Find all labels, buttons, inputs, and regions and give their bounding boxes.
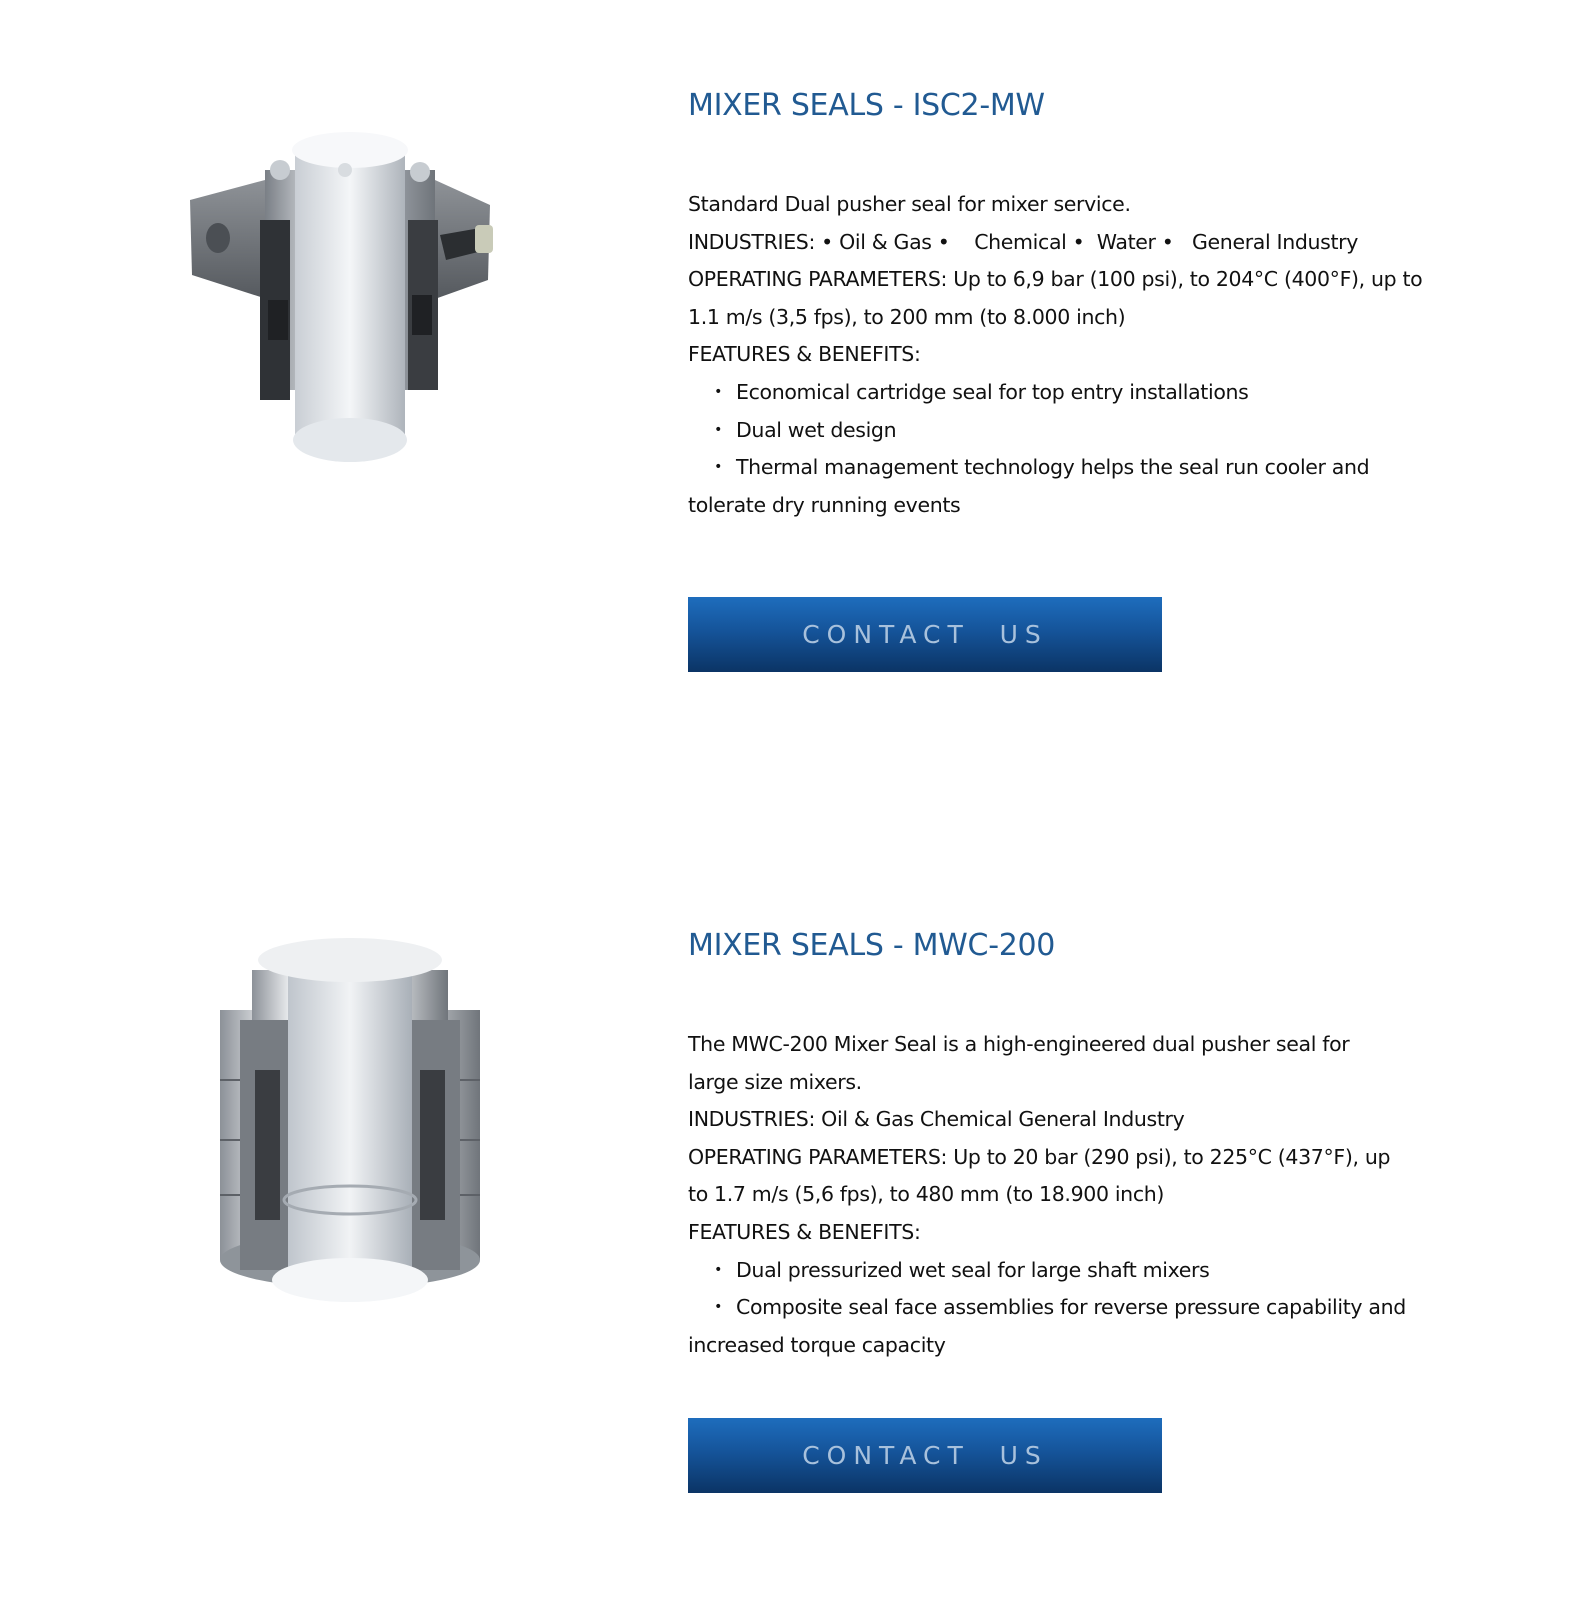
product-info-isc2-mw	[688, 84, 1448, 524]
features-heading: FEATURES & BENEFITS:	[688, 1219, 921, 1244]
product-image-isc2-mw	[170, 110, 530, 490]
operating-parameters: OPERATING PARAMETERS: Up to 6,9 bar (100 psi), to 204°C (400°F), up to 1.1 m/s (3,5 fps), to 200 mm (to 8.000 inch)	[688, 267, 1423, 329]
contact-us-button[interactable]: CONTACT US	[688, 597, 1162, 672]
operating-parameters: OPERATING PARAMETERS: Up to 20 bar (290 psi), to 225°C (437°F), up to 1.7 m/s (5,6 fps), to 480 mm (to 18.900 inch)	[688, 1144, 1391, 1207]
contact-us-button[interactable]: CONTACT US	[688, 1418, 1162, 1493]
bullet-icon	[688, 412, 736, 450]
list-item: •Dual wet design	[688, 412, 1448, 450]
product-info-mwc-200	[688, 924, 1448, 1364]
industries-line: INDUSTRIES: • Oil & Gas • Chemical • Water • General Industry	[688, 229, 1359, 254]
features-heading: FEATURES & BENEFITS:	[688, 342, 921, 367]
list-item: •Composite seal face assemblies for reverse pressure capability and increased torque capacity	[688, 1289, 1423, 1364]
seal-cutaway-image	[170, 930, 530, 1310]
list-item: •Thermal management technology helps the seal run cooler and tolerate dry running events	[688, 449, 1388, 524]
features-list	[688, 374, 1448, 524]
product-title: MIXER SEALS - ISC2-MW	[688, 88, 1045, 123]
description-intro: Standard Dual pusher seal for mixer service.	[688, 192, 1131, 216]
list-item: •Economical cartridge seal for top entry installations	[688, 374, 1448, 412]
bullet-icon	[688, 1252, 736, 1290]
description-intro: The MWC-200 Mixer Seal is a high-engineered dual pusher seal for large size mixers.	[688, 1032, 1350, 1094]
product-description	[688, 186, 1448, 524]
list-item: •Dual pressurized wet seal for large shaft mixers	[688, 1252, 1448, 1290]
bullet-icon	[688, 374, 736, 412]
product-description	[688, 1026, 1448, 1364]
bullet-icon	[688, 1289, 736, 1327]
product-image-mwc-200	[170, 930, 530, 1310]
product-title: MIXER SEALS - MWC-200	[688, 928, 1056, 963]
product-section-mwc-200	[0, 840, 1592, 1600]
features-list	[688, 1252, 1448, 1365]
industries-line: INDUSTRIES: Oil & Gas Chemical General Industry	[688, 1107, 1185, 1132]
bullet-icon	[688, 449, 736, 487]
seal-cutaway-image	[170, 110, 530, 490]
